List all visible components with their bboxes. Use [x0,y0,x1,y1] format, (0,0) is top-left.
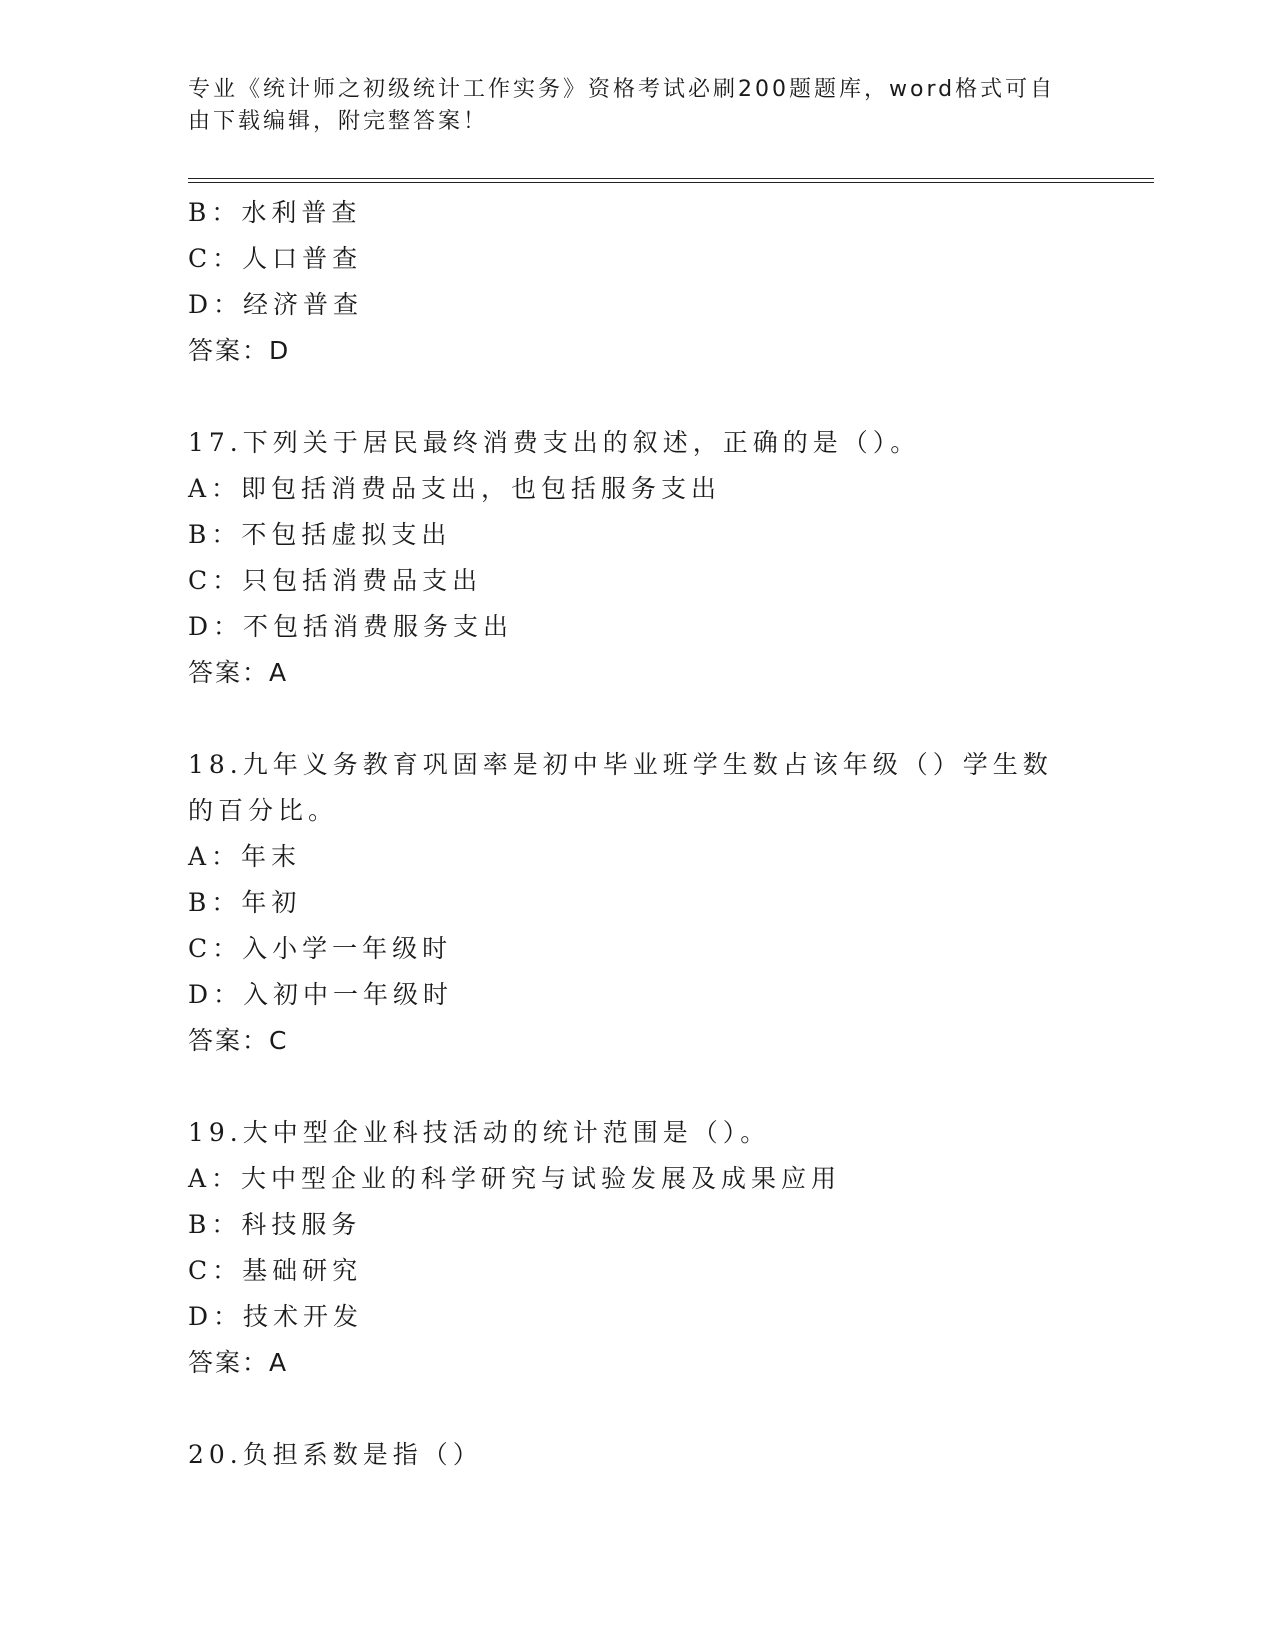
option-d: D：技术开发 [188,1302,364,1331]
header-divider [188,178,1154,183]
option-c: C：人口普查 [188,244,363,273]
option-d: D：入初中一年级时 [188,980,454,1009]
question-block-partial [188,190,1088,374]
page-header-title: 专业《统计师之初级统计工作实务》资格考试必刷200题题库，word格式可自由下载编辑，附完整答案！ [188,77,1056,134]
question-block-17 [188,420,1088,696]
answer-label: 答案：C [188,1026,289,1055]
question-block-18 [188,742,1088,1064]
option-b: B：水利普查 [188,198,362,227]
question-stem: 19.大中型企业科技活动的统计范围是（）。 [188,1118,771,1147]
option-b: B：不包括虚拟支出 [188,520,452,549]
option-a: A：大中型企业的科学研究与试验发展及成果应用 [188,1164,842,1193]
question-stem: 17.下列关于居民最终消费支出的叙述，正确的是（）。 [188,428,921,457]
question-block-20 [188,1432,1088,1478]
option-c: C：入小学一年级时 [188,934,453,963]
question-stem: 18.九年义务教育巩固率是初中毕业班学生数占该年级（）学生数的百分比。 [188,750,1053,825]
option-d: D：经济普查 [188,290,364,319]
question-block-19 [188,1110,1088,1386]
option-d: D：不包括消费服务支出 [188,612,514,641]
question-stem: 20.负担系数是指（） [188,1440,483,1469]
option-a: A：即包括消费品支出，也包括服务支出 [188,474,722,503]
option-a: A：年末 [188,842,302,871]
option-c: C：只包括消费品支出 [188,566,483,595]
question-list [188,190,1088,1478]
option-b: B：年初 [188,888,302,917]
answer-label: 答案：A [188,1348,289,1377]
answer-label: 答案：A [188,658,289,687]
option-c: C：基础研究 [188,1256,363,1285]
answer-label: 答案：D [188,336,291,365]
option-b: B：科技服务 [188,1210,362,1239]
